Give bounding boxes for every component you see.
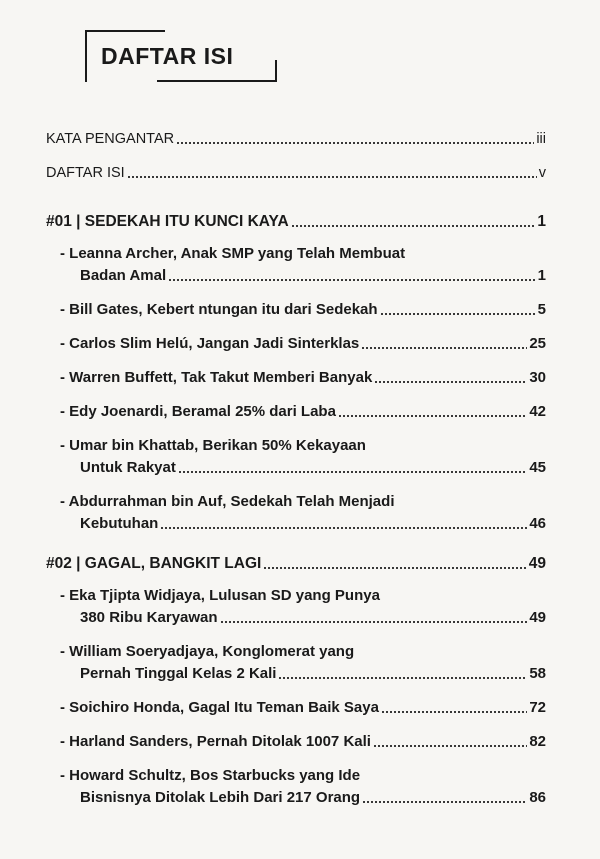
dot-leader <box>361 336 527 350</box>
entry-page: 5 <box>537 301 546 318</box>
toc-entry-daftar-isi[interactable] <box>46 162 546 184</box>
entry-label: DAFTAR ISI <box>46 165 125 181</box>
toc-entry[interactable] <box>46 243 546 287</box>
entry-label: - Soichiro Honda, Gagal Itu Teman Baik Saya <box>60 699 379 716</box>
toc-entry[interactable] <box>46 731 546 753</box>
entry-continuation <box>46 457 546 479</box>
dot-leader <box>127 165 537 179</box>
entry-page: 1 <box>537 213 546 230</box>
entry-page: 82 <box>529 733 546 750</box>
entry-page: 45 <box>529 459 546 476</box>
entry-continuation <box>46 513 546 535</box>
entry-page: 46 <box>529 515 546 532</box>
entry-page: v <box>538 165 546 181</box>
dot-leader <box>160 516 527 530</box>
entry-page: iii <box>536 131 546 147</box>
toc-entry[interactable] <box>46 765 546 809</box>
entry-label: - Eka Tjipta Widjaya, Lulusan SD yang Punya <box>60 587 380 604</box>
chapter-title: #01 | SEDEKAH ITU KUNCI KAYA <box>46 213 289 230</box>
title-frame <box>85 30 277 82</box>
entry-label: - Warren Buffett, Tak Takut Memberi Banyak <box>60 369 373 386</box>
entry-label: - Howard Schultz, Bos Starbucks yang Ide <box>60 767 361 784</box>
entry-continuation <box>46 663 546 685</box>
entry-label: KATA PENGANTAR <box>46 131 175 147</box>
entry-page: 86 <box>529 789 546 806</box>
toc-entry[interactable] <box>46 435 546 479</box>
frame-right-border <box>275 60 277 82</box>
dot-leader <box>373 734 527 748</box>
chapter-heading[interactable] <box>46 553 546 575</box>
entry-continuation <box>46 787 546 809</box>
frame-bottom-border <box>157 80 277 82</box>
entry-label-cont: Kebutuhan <box>80 515 159 532</box>
entry-label-cont: Bisnisnya Ditolak Lebih Dari 217 Orang <box>80 789 361 806</box>
entry-label-cont: Badan Amal <box>80 267 167 284</box>
entry-page: 49 <box>529 609 546 626</box>
toc-entry[interactable] <box>46 367 546 389</box>
dot-leader <box>381 700 527 714</box>
dot-leader <box>263 556 526 570</box>
dot-leader <box>176 131 534 145</box>
frame-top-border <box>85 30 165 32</box>
entry-label: - Harland Sanders, Pernah Ditolak 1007 Kali <box>60 733 371 750</box>
entry-page: 72 <box>529 699 546 716</box>
entry-page: 30 <box>529 369 546 386</box>
toc-entry[interactable] <box>46 333 546 355</box>
entry-page: 1 <box>537 267 546 284</box>
toc-entry[interactable] <box>46 585 546 629</box>
chapter-heading[interactable] <box>46 211 546 233</box>
entry-label: - Bill Gates, Kebert ntungan itu dari Sedekah <box>60 301 378 318</box>
entry-page: 25 <box>529 335 546 352</box>
entry-label-cont: 380 Ribu Karyawan <box>80 609 218 626</box>
entry-continuation <box>46 607 546 629</box>
chapter-title: #02 | GAGAL, BANGKIT LAGI <box>46 555 262 572</box>
entry-continuation <box>46 265 546 287</box>
frame-left-border <box>85 30 87 82</box>
dot-leader <box>380 302 536 316</box>
toc-entry[interactable] <box>46 697 546 719</box>
dot-leader <box>338 404 527 418</box>
entry-label: - Carlos Slim Helú, Jangan Jadi Sinterklas <box>60 335 360 352</box>
dot-leader <box>178 460 527 474</box>
entry-page: 42 <box>529 403 546 420</box>
toc-entry[interactable] <box>46 641 546 685</box>
entry-label: - Umar bin Khattab, Berikan 50% Kekayaan <box>60 437 366 454</box>
page-title: DAFTAR ISI <box>101 43 234 69</box>
entry-page: 58 <box>529 665 546 682</box>
dot-leader <box>291 214 536 228</box>
toc-entry[interactable] <box>46 491 546 535</box>
dot-leader <box>220 610 528 624</box>
toc-entry[interactable] <box>46 299 546 321</box>
entry-label: - Abdurrahman bin Auf, Sedekah Telah Menjadi <box>60 493 395 510</box>
table-of-contents <box>46 128 546 809</box>
dot-leader <box>168 268 536 282</box>
entry-label-cont: Pernah Tinggal Kelas 2 Kali <box>80 665 277 682</box>
dot-leader <box>362 790 527 804</box>
entry-label: - Edy Joenardi, Beramal 25% dari Laba <box>60 403 336 420</box>
entry-label-cont: Untuk Rakyat <box>80 459 176 476</box>
toc-entry[interactable] <box>46 401 546 423</box>
dot-leader <box>374 370 527 384</box>
dot-leader <box>278 666 527 680</box>
entry-page: 49 <box>528 555 546 572</box>
toc-entry-kata-pengantar[interactable] <box>46 128 546 150</box>
entry-label: - Leanna Archer, Anak SMP yang Telah Membuat <box>60 245 406 262</box>
entry-label: - William Soeryadjaya, Konglomerat yang <box>60 643 355 660</box>
